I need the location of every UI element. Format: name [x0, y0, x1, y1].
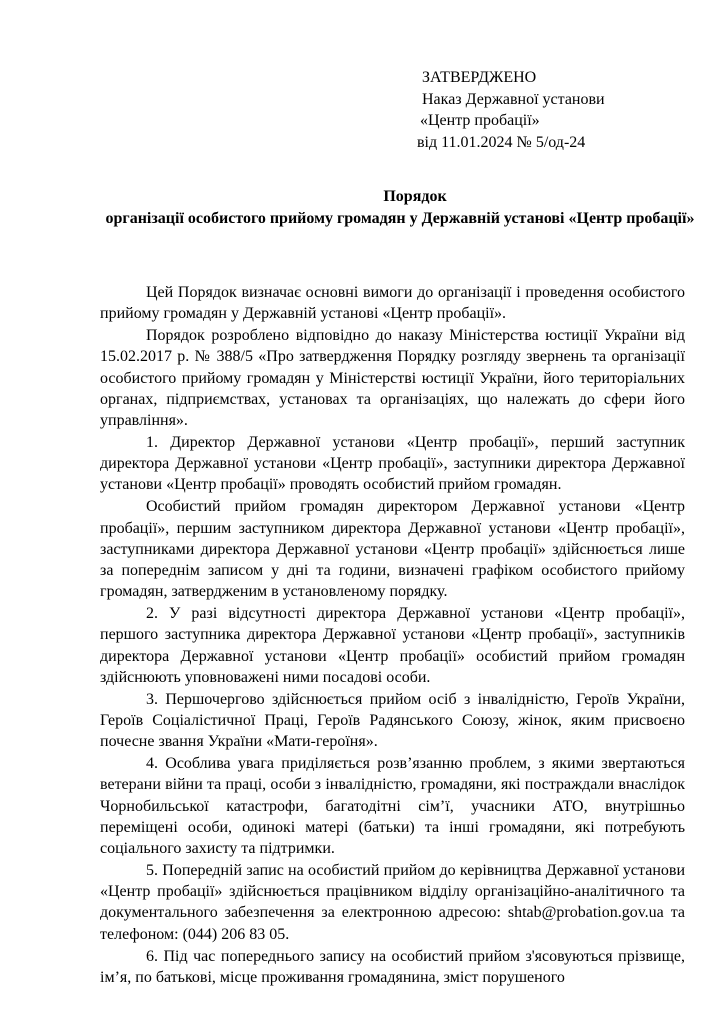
paragraph-item-5: 5. Попередній запис на особистий прийом до керівництва Державної установи «Центр пробації» здійснюється працівником відділу організаційно-аналітичного та документального забезпечення за електронною адресою: shtab@probation.gov.ua та телефоном: (044) 206 83 05. [100, 862, 685, 943]
paragraph-basis: Порядок розроблено відповідно до наказу Міністерства юстиції України від 15.02.2017 р. № 388/5 «Про затвердження Порядку розгляду звернень та організації особистого прийому громадян у Міністерстві юстиції України, його територіальних органах, підприємствах, установах та організаціях, що належать до сфери його управління». [100, 327, 685, 430]
title-subheading: організації особистого прийому громадян у Державній установі «Центр пробації» [105, 210, 695, 227]
paragraph-item-4: 4. Особлива увага приділяється розв’язанню проблем, з якими звертаються ветерани війни та праці, особи з інвалідністю, громадяни, які постраждали внаслідок Чорнобильської катастрофи, багатодітні сім’ї, учасники АТО, внутрішньо переміщені особи, одинокі матері (батьки) та інші громадяни, які потребують соціального захисту та підтримки. [100, 755, 685, 858]
approval-date-number: від 11.01.2024 № 5/од-24 [417, 133, 586, 151]
paragraph-item-1-continued: Особистий прийом громадян директором Державної установи «Центр пробації», першим заступником директора Державної установи «Центр пробації», заступниками директора Державної установи «Центр пробації» здійснюється лише за попереднім записом у дні та години, визначені графіком особистого прийому громадян, затвердженим в установленому порядку. [100, 498, 685, 601]
approval-heading: ЗАТВЕРДЖЕНО [422, 69, 537, 86]
paragraph-item-3: 3. Першочергово здійснюється прийом осіб з інвалідністю, Героїв України, Героїв Соціалістичної Праці, Героїв Радянського Союзу, жінок, яким присвоєно почесне звання України «Мати-героїня». [100, 690, 685, 751]
document-body [100, 282, 685, 988]
title-heading: Порядок [383, 188, 447, 205]
approval-order: Наказ Державної установи [422, 90, 605, 108]
paragraph-item-1: 1. Директор Державної установи «Центр пробації», перший заступник директора Державної установи «Центр пробації», заступники директора Державної установи «Центр пробації» проводять особистий прийом громадян. [100, 434, 685, 494]
approval-stamp [417, 67, 605, 153]
paragraph-intro: Цей Порядок визначає основні вимоги до організації і проведення особистого прийому громадян у Державній установі «Центр пробації». [100, 284, 685, 323]
paragraph-item-2: 2. У разі відсутності директора Державної установи «Центр пробації», першого заступника директора Державної установи «Центр пробації», заступників директора Державної установи «Центр пробації» особистий прийом громадян здійснюють уповноважені ними посадові особи. [100, 605, 685, 686]
approval-institution: «Центр пробації» [420, 112, 540, 129]
paragraph-item-6: 6. Під час попереднього запису на особистий прийом з'ясовуються прізвище, ім’я, по батькові, місце проживання громадянина, зміст порушеного [100, 947, 685, 986]
document-title [100, 186, 700, 230]
